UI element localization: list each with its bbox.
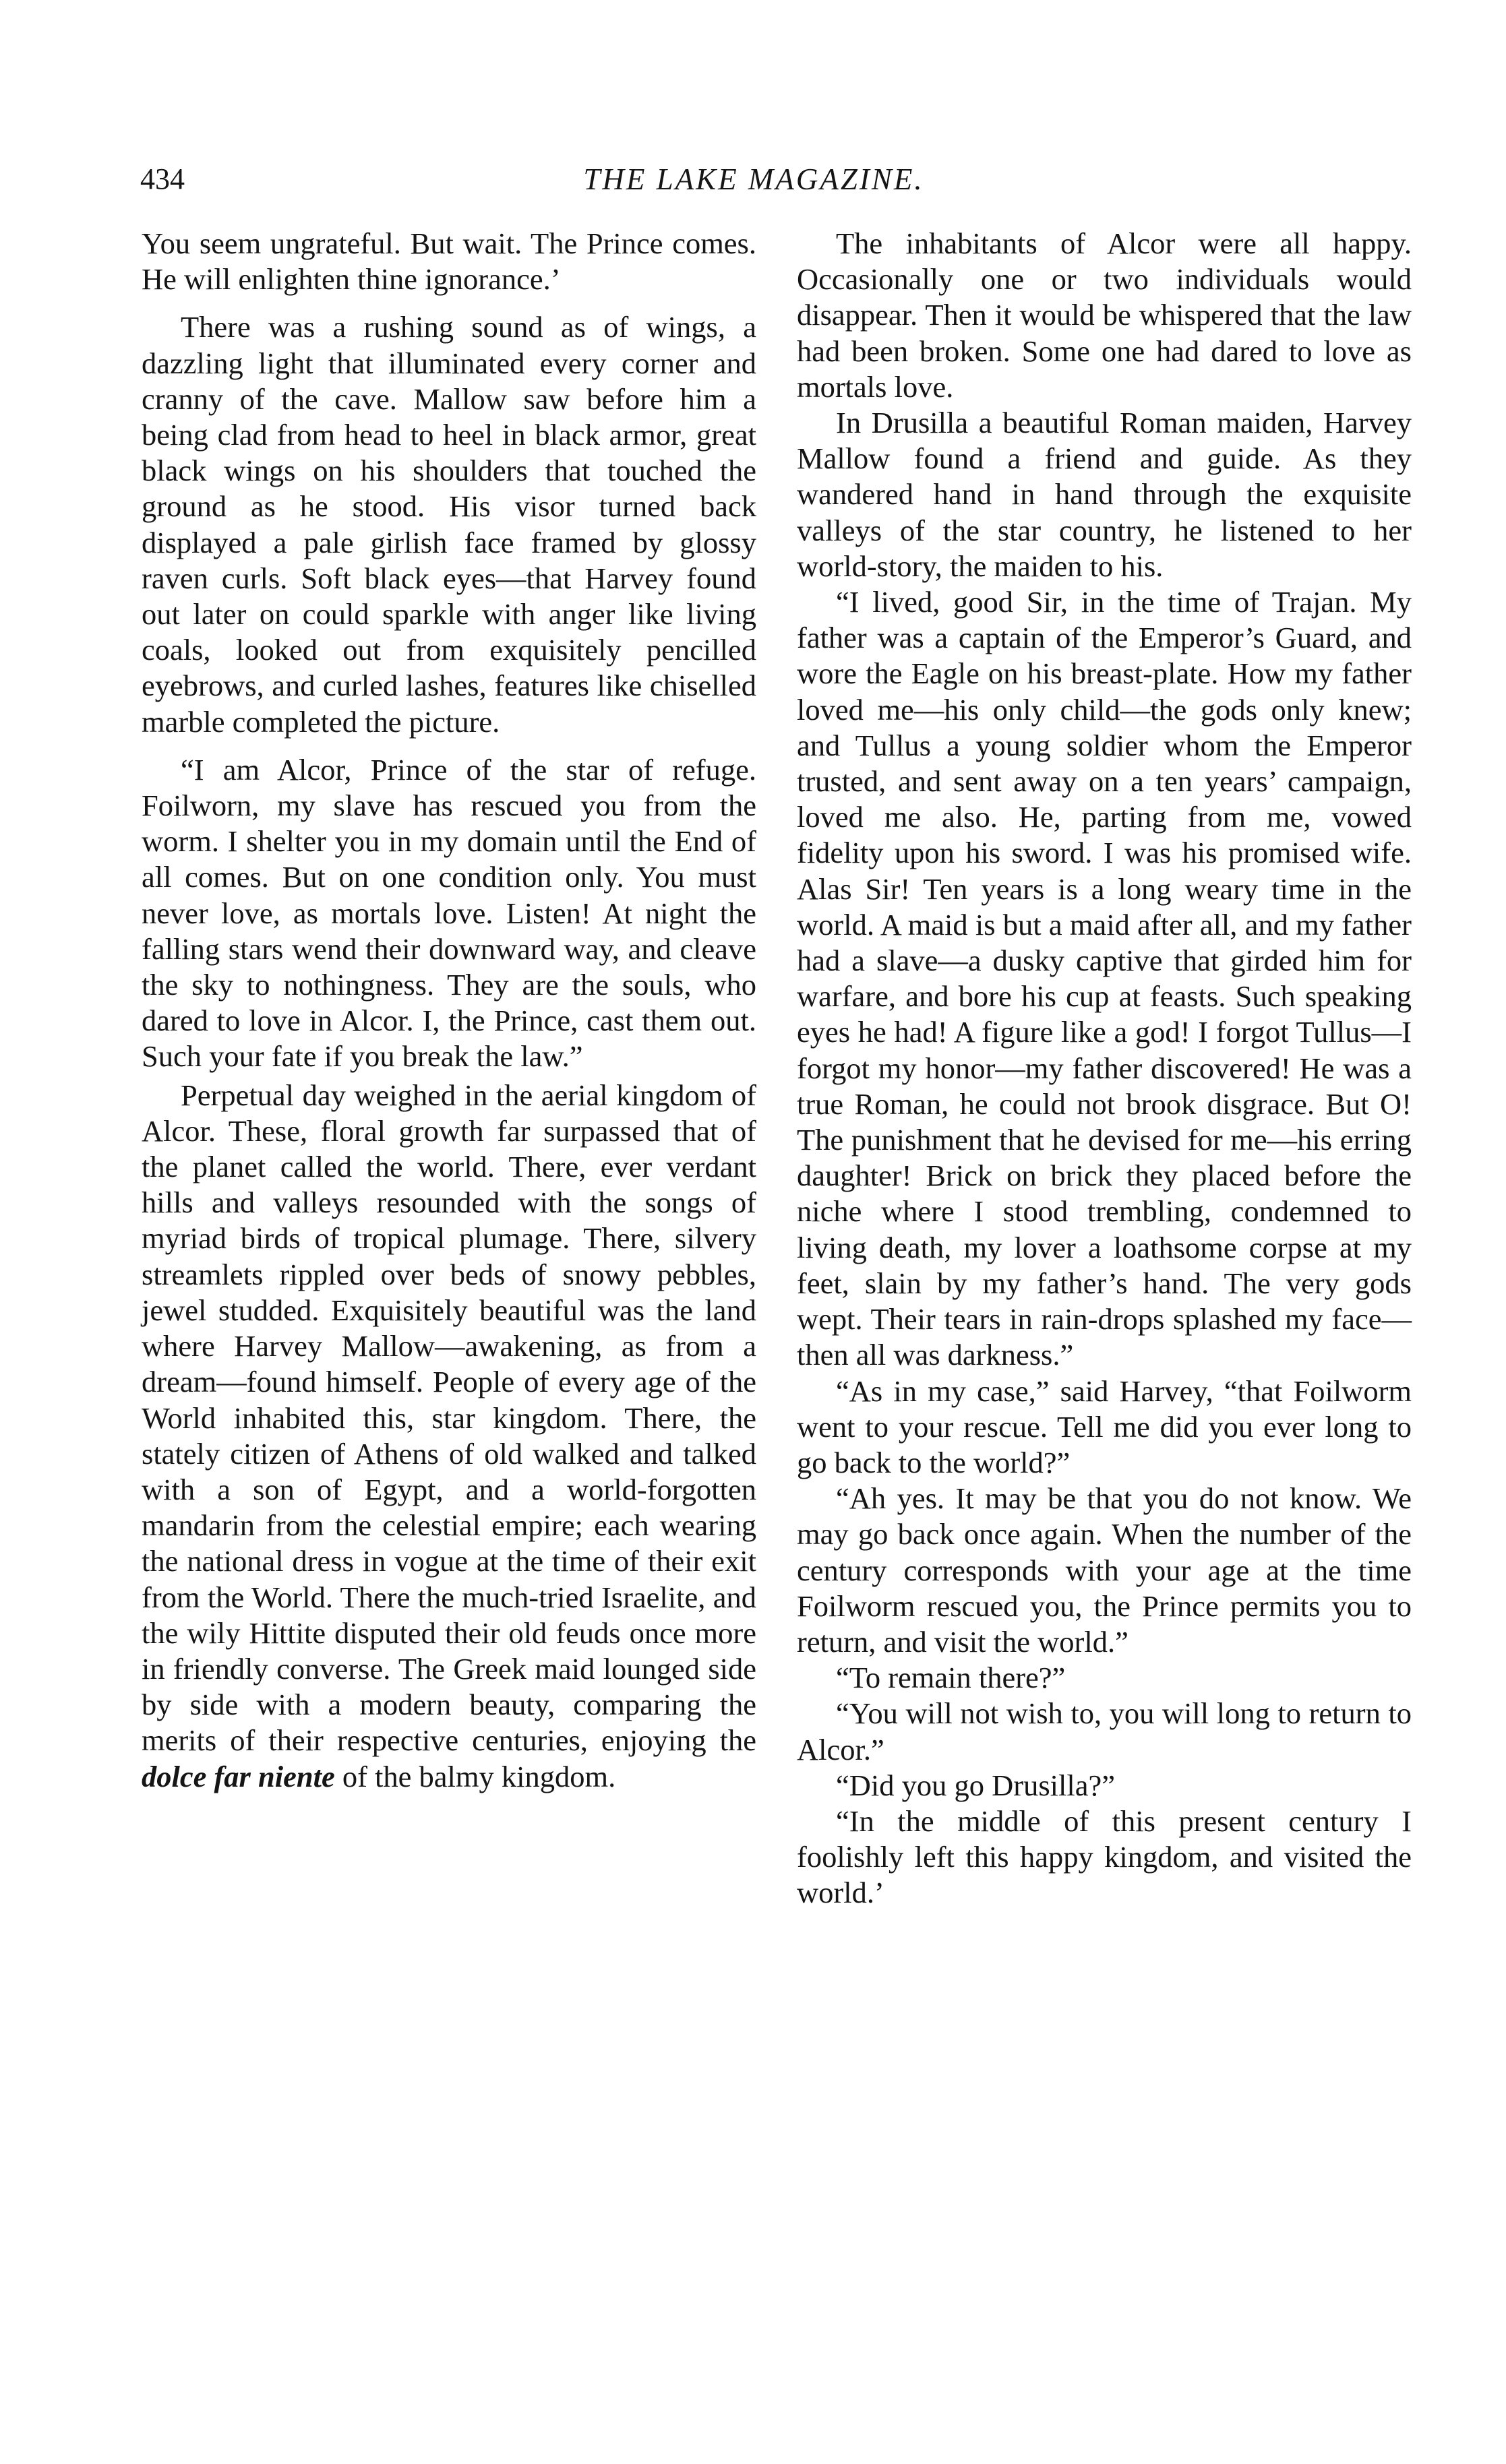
paragraph: “I am Alcor, Prince of the star of refuge. Foilworn, my slave has rescued you from the worm. I shelter you in my domain until the End of all comes. But on one condition only. You must never love, as mortals love. Listen! At night the falling stars wend their downward way, and cleave the sky to nothingness. They are the souls, who dared to love in Alcor. I, the Prince, cast them out. Such your fate if you break the law.” bbox=[142, 752, 756, 1074]
running-title: THE LAKE MAGAZINE. bbox=[583, 162, 924, 196]
italic-phrase: dolce far niente bbox=[142, 1759, 335, 1793]
paragraph-text: Perpetual day weighed in the aerial kingdom of Alcor. These, floral growth far surpassed that of the planet called the world. There, ever verdant hills and valleys resounded with the songs of myriad birds of tropical plumage. There, silvery streamlets rippled over beds of snowy pebbles, jewel studded. Exquisitely beautiful was the land where Harvey Mallow—awakening, as from a dream—found himself. People of every age of the World inhabited this, star kingdom. There, the stately citizen of Athens of old walked and talked with a son of Egypt, and a world-forgotten mandarin from the celestial empire; each wearing the national dress in vogue at the time of their exit from the World. There the much-tried Israelite, and the wily Hittite disputed their old feuds once more in friendly converse. The Greek maid lounged side by side with a modern beauty, comparing the merits of their respective centuries, enjoying the bbox=[142, 1078, 756, 1758]
paragraph: “To remain there?” bbox=[836, 1661, 1066, 1695]
right-column bbox=[797, 226, 1412, 1911]
paragraph: “Ah yes. It may be that you do not know. We may go back once again. When the number of the century corresponds with your age at the time Foilworm rescued you, the Prince permits you to return, and visit the world.” bbox=[797, 1481, 1412, 1659]
paragraph: “You will not wish to, you will long to return to Alcor.” bbox=[797, 1696, 1412, 1766]
paragraph: You seem ungrateful. But wait. The Prince comes. He will enlighten thine ignorance.’ bbox=[142, 226, 756, 297]
paragraph: “Did you go Drusilla?” bbox=[836, 1768, 1115, 1802]
paragraph: In Drusilla a beautiful Roman maiden, Harvey Mallow found a friend and guide. As they wandered hand in hand through the exquisite valleys of the star country, he listened to her world-story, the maiden to his. bbox=[797, 406, 1412, 583]
paragraph: There was a rushing sound as of wings, a dazzling light that illuminated every corner and cranny of the cave. Mallow saw before him a being clad from head to heel in black armor, great black wings on his shoulders that touched the ground as he stood. His visor turned back displayed a pale girlish face framed by glossy raven curls. Soft black eyes—that Harvey found out later on could sparkle with anger like living coals, looked out from exquisitely pencilled eyebrows, and curled lashes, features like chiselled marble completed the picture. bbox=[142, 310, 756, 739]
paragraph: “In the middle of this present century I foolishly left this happy kingdom, and visited the world.’ bbox=[797, 1804, 1412, 1910]
paragraph bbox=[142, 1078, 756, 1795]
page-number: 434 bbox=[140, 162, 185, 195]
paragraph: The inhabitants of Alcor were all happy. Occasionally one or two individuals would disappear. Then it would be whispered that the law had been broken. Some one had dared to love as mortals love. bbox=[797, 226, 1412, 404]
left-column bbox=[142, 226, 756, 1795]
paragraph-text: of the balmy kingdom. bbox=[342, 1759, 616, 1793]
paragraph: “As in my case,” said Harvey, “that Foilworm went to your rescue. Tell me did you ever long to go back to the world?” bbox=[797, 1374, 1412, 1479]
page-header bbox=[140, 159, 1367, 206]
paragraph: “I lived, good Sir, in the time of Trajan. My father was a captain of the Emperor’s Guard, and wore the Eagle on his breast-plate. How my father loved me—his only child—the gods only knew; and Tullus a young soldier whom the Emperor trusted, and sent away on a ten years’ campaign, loved me also. He, parting from me, vowed fidelity upon his sword. I was his promised wife. Alas Sir! Ten years is a long weary time in the world. A maid is but a maid after all, and my father had a slave—a dusky captive that girded him for warfare, and bore his cup at feasts. Such speaking eyes he had! A figure like a god! I forgot Tullus—I forgot my honor—my father discovered! He was a true Roman, he could not brook disgrace. But O! The punishment that he devised for me—his erring daughter! Brick on brick they placed before the niche where I stood trembling, condemned to living death, my lover a loathsome corpse at my feet, slain by my father’s hand. The very gods wept. Their tears in rain-drops splashed my face—then all was darkness.” bbox=[797, 585, 1412, 1372]
